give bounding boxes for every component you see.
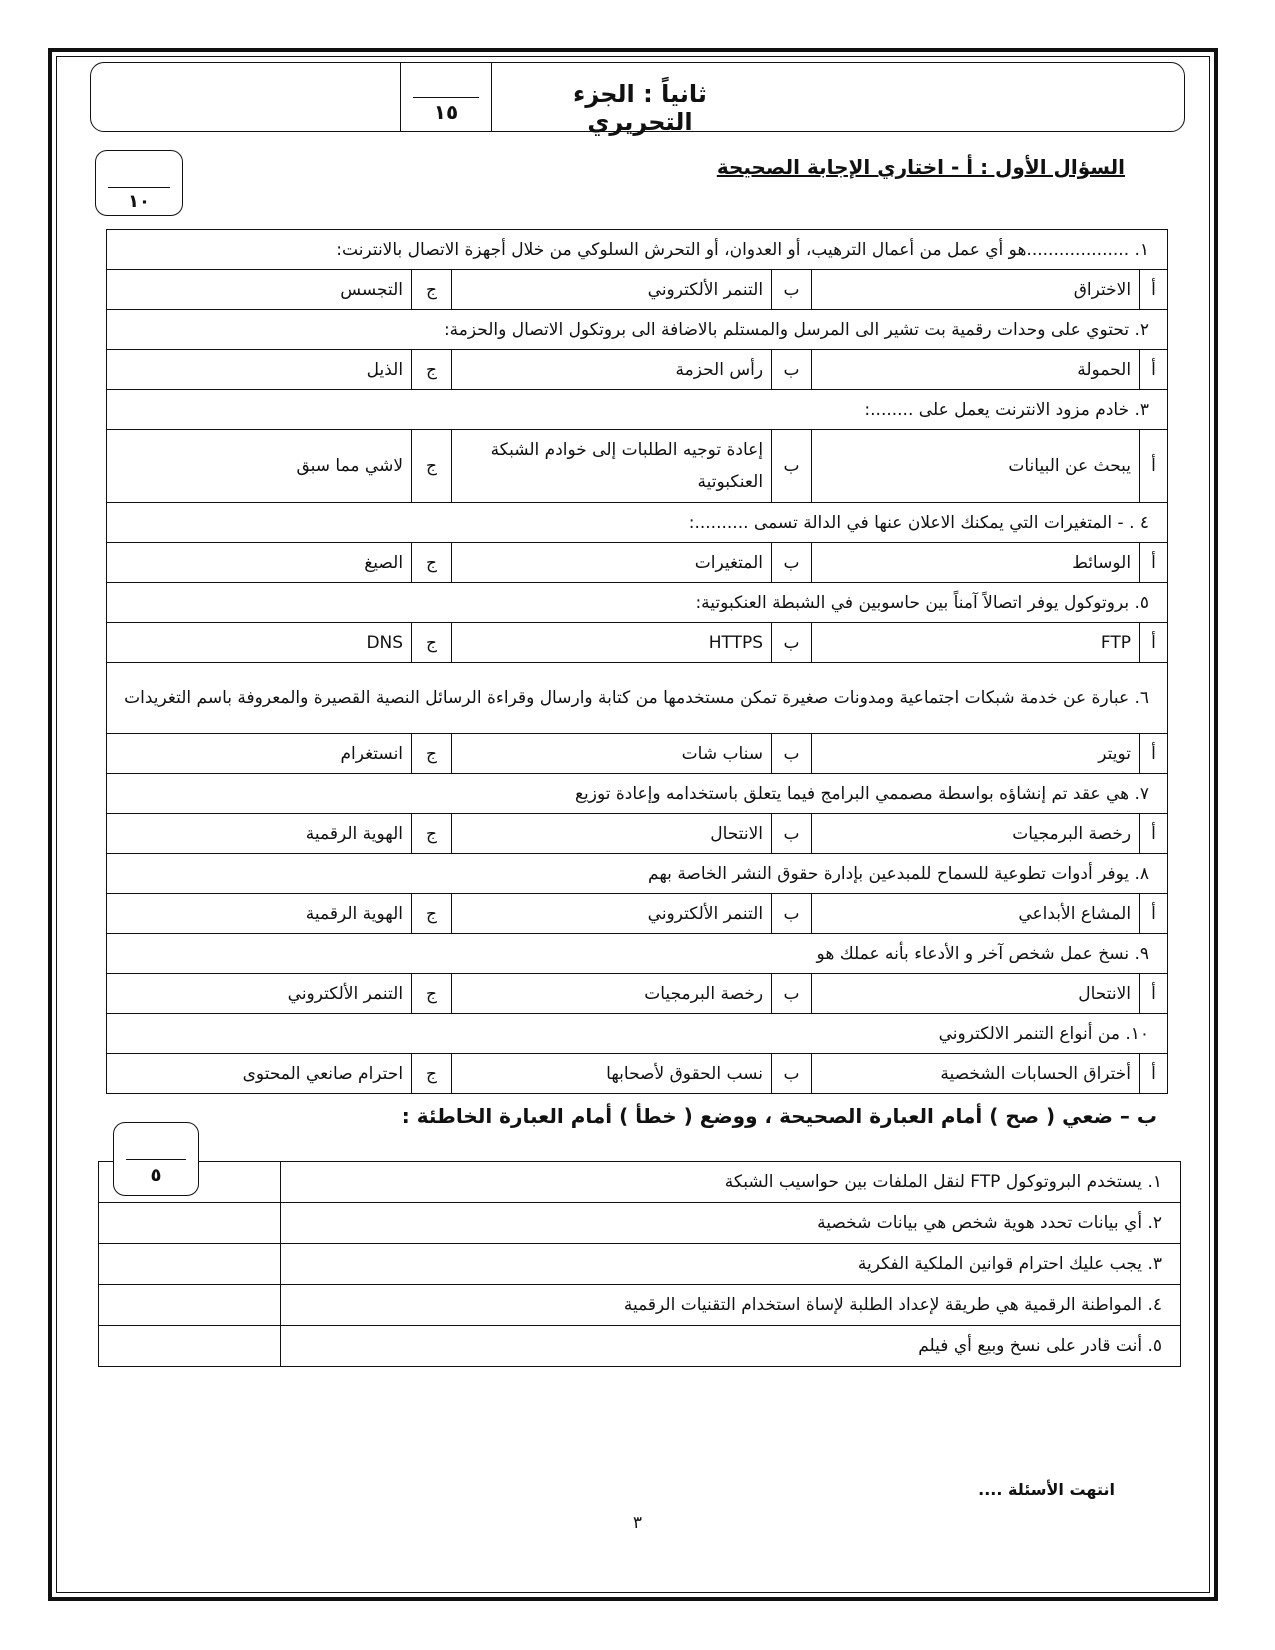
question-text: ١٠. من أنواع التنمر الالكتروني xyxy=(107,1014,1168,1054)
total-score-box xyxy=(400,62,492,132)
score-divider-line xyxy=(413,97,479,98)
question-row xyxy=(107,390,1168,430)
statement-text: ٥. أنت قادر على نسخ وبيع أي فيلم xyxy=(281,1326,1181,1367)
statement-text: ٣. يجب عليك احترام قوانين الملكية الفكرية xyxy=(281,1244,1181,1285)
question-text: ١. ...................هو أي عمل من أعمال الترهيب، أو العدوان، أو التحرش السلوكي من خلال أجهزة الاتصال بالانترنت: xyxy=(107,230,1168,270)
option-a[interactable]: الحمولة xyxy=(812,350,1140,390)
answer-cell[interactable] xyxy=(99,1244,281,1285)
option-a[interactable]: FTP xyxy=(812,623,1140,663)
option-c[interactable]: الهوية الرقمية xyxy=(107,894,412,934)
option-c[interactable]: لاشي مما سبق xyxy=(107,430,412,503)
section-a-score: ١٠ xyxy=(128,191,150,212)
statement-row xyxy=(99,1162,1181,1203)
option-letter-b: ب xyxy=(772,734,812,774)
option-letter-b: ب xyxy=(772,974,812,1014)
options-row xyxy=(107,734,1168,774)
section-title: ثانياً : الجزء التحريري xyxy=(573,80,707,136)
question-row xyxy=(107,774,1168,814)
option-c[interactable]: DNS xyxy=(107,623,412,663)
option-letter-b: ب xyxy=(772,1054,812,1094)
score-divider-line xyxy=(126,1159,186,1160)
option-a[interactable]: المشاع الأبداعي xyxy=(812,894,1140,934)
option-letter-b: ب xyxy=(772,894,812,934)
option-letter-b: ب xyxy=(772,270,812,310)
option-a[interactable]: الانتحال xyxy=(812,974,1140,1014)
option-letter-c: ج xyxy=(412,430,452,503)
option-letter-b: ب xyxy=(772,543,812,583)
question-row xyxy=(107,583,1168,623)
option-c[interactable]: التنمر الألكتروني xyxy=(107,974,412,1014)
option-letter-a: أ xyxy=(1140,734,1168,774)
question-text: ٤ . - المتغيرات التي يمكنك الاعلان عنها في الدالة تسمى ..........: xyxy=(107,503,1168,543)
section-a-score-box xyxy=(95,150,183,216)
option-c[interactable]: الصيغ xyxy=(107,543,412,583)
question-text: ٥. بروتوكول يوفر اتصالاً آمناً بين حاسوبين في الشبطة العنكبوتية: xyxy=(107,583,1168,623)
option-c[interactable]: الهوية الرقمية xyxy=(107,814,412,854)
option-b[interactable]: التنمر الألكتروني xyxy=(452,270,772,310)
question-row xyxy=(107,230,1168,270)
option-b[interactable]: سناب شات xyxy=(452,734,772,774)
option-a[interactable]: يبحث عن البيانات xyxy=(812,430,1140,503)
options-row xyxy=(107,430,1168,503)
statement-text: ١. يستخدم البروتوكول FTP لنقل الملفات بين حواسيب الشبكة xyxy=(281,1162,1181,1203)
option-letter-a: أ xyxy=(1140,894,1168,934)
section-b-score: ٥ xyxy=(150,1165,162,1186)
question-text: ٢. تحتوي على وحدات رقمية بت تشير الى المرسل والمستلم بالاضافة الى بروتكول الاتصال والحزمة: xyxy=(107,310,1168,350)
statement-row xyxy=(99,1203,1181,1244)
option-b[interactable]: رأس الحزمة xyxy=(452,350,772,390)
option-a[interactable]: أختراق الحسابات الشخصية xyxy=(812,1054,1140,1094)
question-row xyxy=(107,934,1168,974)
option-a[interactable]: الوسائط xyxy=(812,543,1140,583)
end-of-questions: انتهت الأسئلة .... xyxy=(978,1480,1115,1499)
question-text: ٨. يوفر أدوات تطوعية للسماح للمبدعين بإدارة حقوق النشر الخاصة بهم xyxy=(107,854,1168,894)
question-text: ٦. عبارة عن خدمة شبكات اجتماعية ومدونات صغيرة تمكن مستخدمها من كتابة وارسال وقراءة الرسائل النصية القصيرة والمعروفة باسم التغريدات xyxy=(107,663,1168,734)
option-letter-c: ج xyxy=(412,974,452,1014)
option-b[interactable]: رخصة البرمجيات xyxy=(452,974,772,1014)
options-row xyxy=(107,350,1168,390)
option-letter-b: ب xyxy=(772,623,812,663)
option-letter-a: أ xyxy=(1140,974,1168,1014)
options-row xyxy=(107,894,1168,934)
statement-text: ٤. المواطنة الرقمية هي طريقة لإعداد الطلبة لإساة استخدام التقنيات الرقمية xyxy=(281,1285,1181,1326)
question-text: ٩. نسخ عمل شخص آخر و الأدعاء بأنه عملك هو xyxy=(107,934,1168,974)
option-letter-a: أ xyxy=(1140,543,1168,583)
answer-cell[interactable] xyxy=(99,1285,281,1326)
options-row xyxy=(107,974,1168,1014)
option-letter-c: ج xyxy=(412,543,452,583)
options-row xyxy=(107,623,1168,663)
option-c[interactable]: احترام صانعي المحتوى xyxy=(107,1054,412,1094)
option-b[interactable]: الانتحال xyxy=(452,814,772,854)
option-letter-a: أ xyxy=(1140,270,1168,310)
question-one-heading: السؤال الأول : أ - اختاري الإجابة الصحيحة xyxy=(716,155,1125,179)
option-letter-c: ج xyxy=(412,270,452,310)
section-b-heading: ب – ضعي ( صح ) أمام العبارة الصحيحة ، ووضع ( خطأ ) أمام العبارة الخاطئة : xyxy=(401,1104,1157,1128)
option-b[interactable]: التنمر الألكتروني xyxy=(452,894,772,934)
options-row xyxy=(107,270,1168,310)
option-letter-b: ب xyxy=(772,350,812,390)
options-row xyxy=(107,543,1168,583)
statement-row xyxy=(99,1285,1181,1326)
option-letter-a: أ xyxy=(1140,623,1168,663)
statement-row xyxy=(99,1244,1181,1285)
question-row xyxy=(107,854,1168,894)
option-letter-a: أ xyxy=(1140,814,1168,854)
option-a[interactable]: الاختراق xyxy=(812,270,1140,310)
option-letter-b: ب xyxy=(772,430,812,503)
question-row xyxy=(107,310,1168,350)
option-letter-c: ج xyxy=(412,734,452,774)
option-b[interactable]: المتغيرات xyxy=(452,543,772,583)
option-letter-a: أ xyxy=(1140,350,1168,390)
question-text: ٧. هي عقد تم إنشاؤه بواسطة مصممي البرامج فيما يتعلق باستخدامه وإعادة توزيع xyxy=(107,774,1168,814)
section-b-score-box xyxy=(113,1122,199,1196)
option-letter-c: ج xyxy=(412,1054,452,1094)
option-c[interactable]: التجسس xyxy=(107,270,412,310)
mcq-table xyxy=(106,229,1168,1094)
statement-text: ٢. أي بيانات تحدد هوية شخص هي بيانات شخصية xyxy=(281,1203,1181,1244)
option-letter-c: ج xyxy=(412,350,452,390)
option-b[interactable]: نسب الحقوق لأصحابها xyxy=(452,1054,772,1094)
option-c[interactable]: الذيل xyxy=(107,350,412,390)
options-row xyxy=(107,1054,1168,1094)
option-letter-c: ج xyxy=(412,623,452,663)
question-row xyxy=(107,1014,1168,1054)
option-letter-a: أ xyxy=(1140,430,1168,503)
score-divider-line xyxy=(108,187,170,188)
statement-row xyxy=(99,1326,1181,1367)
option-b[interactable]: إعادة توجيه الطلبات إلى خوادم الشبكة العنكبوتية xyxy=(452,430,772,503)
option-b[interactable]: HTTPS xyxy=(452,623,772,663)
answer-cell[interactable] xyxy=(99,1326,281,1367)
question-row xyxy=(107,663,1168,734)
options-row xyxy=(107,814,1168,854)
option-letter-c: ج xyxy=(412,814,452,854)
option-c[interactable]: انستغرام xyxy=(107,734,412,774)
true-false-table xyxy=(98,1161,1181,1367)
option-a[interactable]: تويتر xyxy=(812,734,1140,774)
page-number: ٣ xyxy=(632,1513,643,1533)
option-letter-a: أ xyxy=(1140,1054,1168,1094)
question-text: ٣. خادم مزود الانترنت يعمل على ........: xyxy=(107,390,1168,430)
option-letter-c: ج xyxy=(412,894,452,934)
option-a[interactable]: رخصة البرمجيات xyxy=(812,814,1140,854)
total-score: ١٥ xyxy=(433,100,459,124)
option-letter-b: ب xyxy=(772,814,812,854)
answer-cell[interactable] xyxy=(99,1203,281,1244)
question-row xyxy=(107,503,1168,543)
